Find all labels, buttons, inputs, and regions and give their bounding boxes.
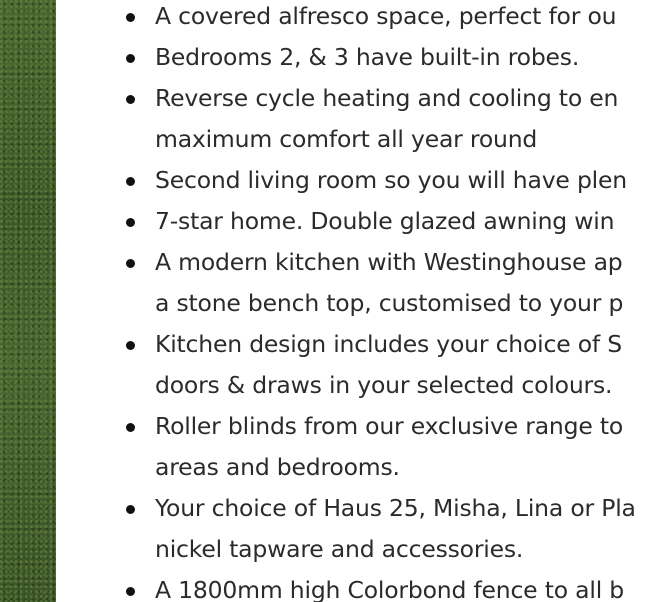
feature-text-line: 7-star home. Double glazed awning win (155, 207, 615, 235)
feature-text-line: maximum comfort all year round (155, 125, 538, 153)
bullet-dot-icon (126, 505, 135, 514)
bullet-dot-icon (126, 259, 135, 268)
feature-text-line: Bedrooms 2, & 3 have built-in robes. (155, 43, 580, 71)
bullet-dot-icon (126, 95, 135, 104)
feature-list-item (122, 324, 622, 406)
feature-text-line: nickel tapware and accessories. (155, 535, 524, 563)
feature-text-line: Kitchen design includes your choice of S (155, 330, 622, 358)
feature-text-line: Second living room so you will have plen (155, 166, 627, 194)
bullet-dot-icon (126, 177, 135, 186)
feature-list-item (122, 37, 579, 78)
feature-text-line: A 1800mm high Colorbond fence to all b (155, 576, 625, 602)
bullet-dot-icon (126, 341, 135, 350)
feature-list-item (122, 242, 623, 324)
feature-text-line: a stone bench top, customised to your p (155, 289, 624, 317)
feature-list-item (122, 406, 623, 488)
feature-text-line: areas and bedrooms. (155, 453, 400, 481)
feature-text-line: doors & draws in your selected colours. (155, 371, 613, 399)
feature-text-line: A modern kitchen with Westinghouse ap (155, 248, 623, 276)
bullet-dot-icon (126, 13, 135, 22)
bullet-dot-icon (126, 423, 135, 432)
green-texture-border (0, 0, 56, 602)
feature-text-line: Reverse cycle heating and cooling to en (155, 84, 619, 112)
feature-text-line: Your choice of Haus 25, Misha, Lina or Pla (155, 494, 636, 522)
bullet-dot-icon (126, 587, 135, 596)
feature-list-item (122, 0, 616, 37)
feature-list-item (122, 570, 624, 602)
feature-list-item (122, 488, 636, 570)
feature-list-item (122, 201, 614, 242)
feature-list-item (122, 78, 618, 160)
feature-text-line: Roller blinds from our exclusive range to (155, 412, 624, 440)
bullet-dot-icon (126, 54, 135, 63)
bullet-dot-icon (126, 218, 135, 227)
feature-list-item (122, 160, 627, 201)
feature-text-line: A covered alfresco space, perfect for ou (155, 2, 617, 30)
